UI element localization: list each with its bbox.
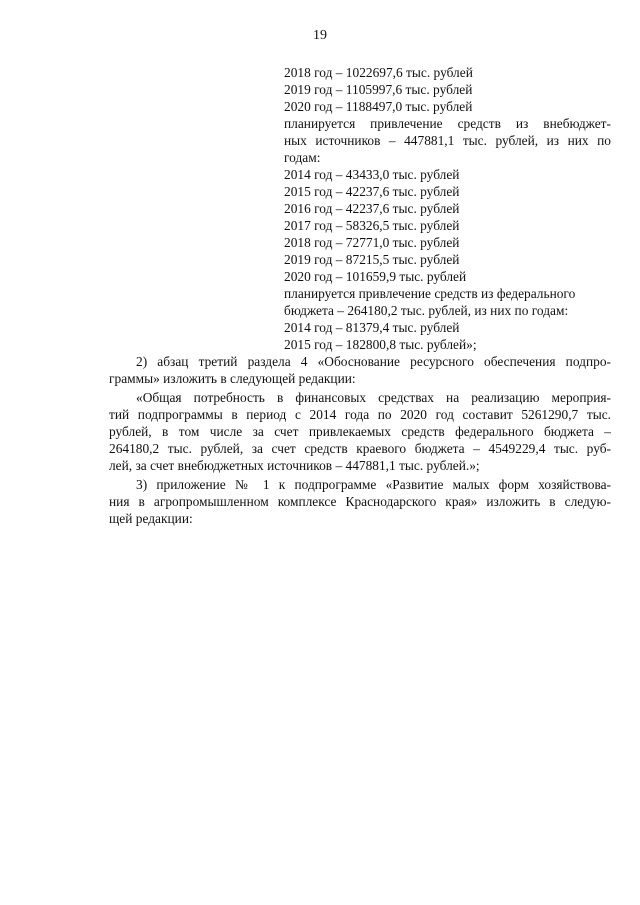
list-line: 2018 год – 1022697,6 тыс. рублей: [284, 65, 473, 80]
list-line: 2016 год – 42237,6 тыс. рублей: [284, 201, 460, 216]
paragraph-line: рублей, в том числе за счет привлекаемых средств федерального бюджета –: [109, 424, 611, 439]
list-line: 2018 год – 72771,0 тыс. рублей: [284, 235, 460, 250]
list-line: 2019 год – 1105997,6 тыс. рублей: [284, 82, 473, 97]
paragraph-line: 3) приложение № 1 к подпрограмме «Развитие малых форм хозяйствова-: [136, 477, 611, 492]
paragraph-line: щей редакции:: [109, 511, 193, 526]
paragraph-line: «Общая потребность в финансовых средствах на реализацию мероприя-: [136, 390, 611, 405]
paragraph-line: лей, за счет внебюджетных источников – 447881,1 тыс. рублей.»;: [109, 458, 480, 473]
list-line: 2020 год – 1188497,0 тыс. рублей: [284, 99, 473, 114]
list-line: годам:: [284, 150, 321, 165]
paragraph-line: 2) абзац третий раздела 4 «Обоснование ресурсного обеспечения подпро-: [136, 354, 611, 369]
list-line: ных источников – 447881,1 тыс. рублей, из них по: [284, 133, 611, 148]
list-line: 2014 год – 81379,4 тыс. рублей: [284, 320, 460, 335]
list-line: бюджета – 264180,2 тыс. рублей, из них по годам:: [284, 303, 569, 318]
paragraph-line: граммы» изложить в следующей редакции:: [109, 371, 356, 386]
list-line: 2020 год – 101659,9 тыс. рублей: [284, 269, 467, 284]
page-number: 19: [313, 28, 327, 43]
list-line: планируется привлечение средств из внебюджет-: [284, 116, 611, 131]
list-line: 2017 год – 58326,5 тыс. рублей: [284, 218, 460, 233]
list-line: 2015 год – 42237,6 тыс. рублей: [284, 184, 460, 199]
paragraph-line: тий подпрограммы в период с 2014 года по 2020 год составит 5261290,7 тыс.: [109, 407, 611, 422]
list-line: планируется привлечение средств из федерального: [284, 286, 576, 301]
list-line: 2019 год – 87215,5 тыс. рублей: [284, 252, 460, 267]
list-line: 2014 год – 43433,0 тыс. рублей: [284, 167, 460, 182]
paragraph-line: ния в агропромышленном комплексе Краснодарского края» изложить в следую-: [109, 494, 611, 509]
list-line: 2015 год – 182800,8 тыс. рублей»;: [284, 337, 477, 352]
paragraph-line: 264180,2 тыс. рублей, за счет средств краевого бюджета – 4549229,4 тыс. руб-: [109, 441, 611, 456]
